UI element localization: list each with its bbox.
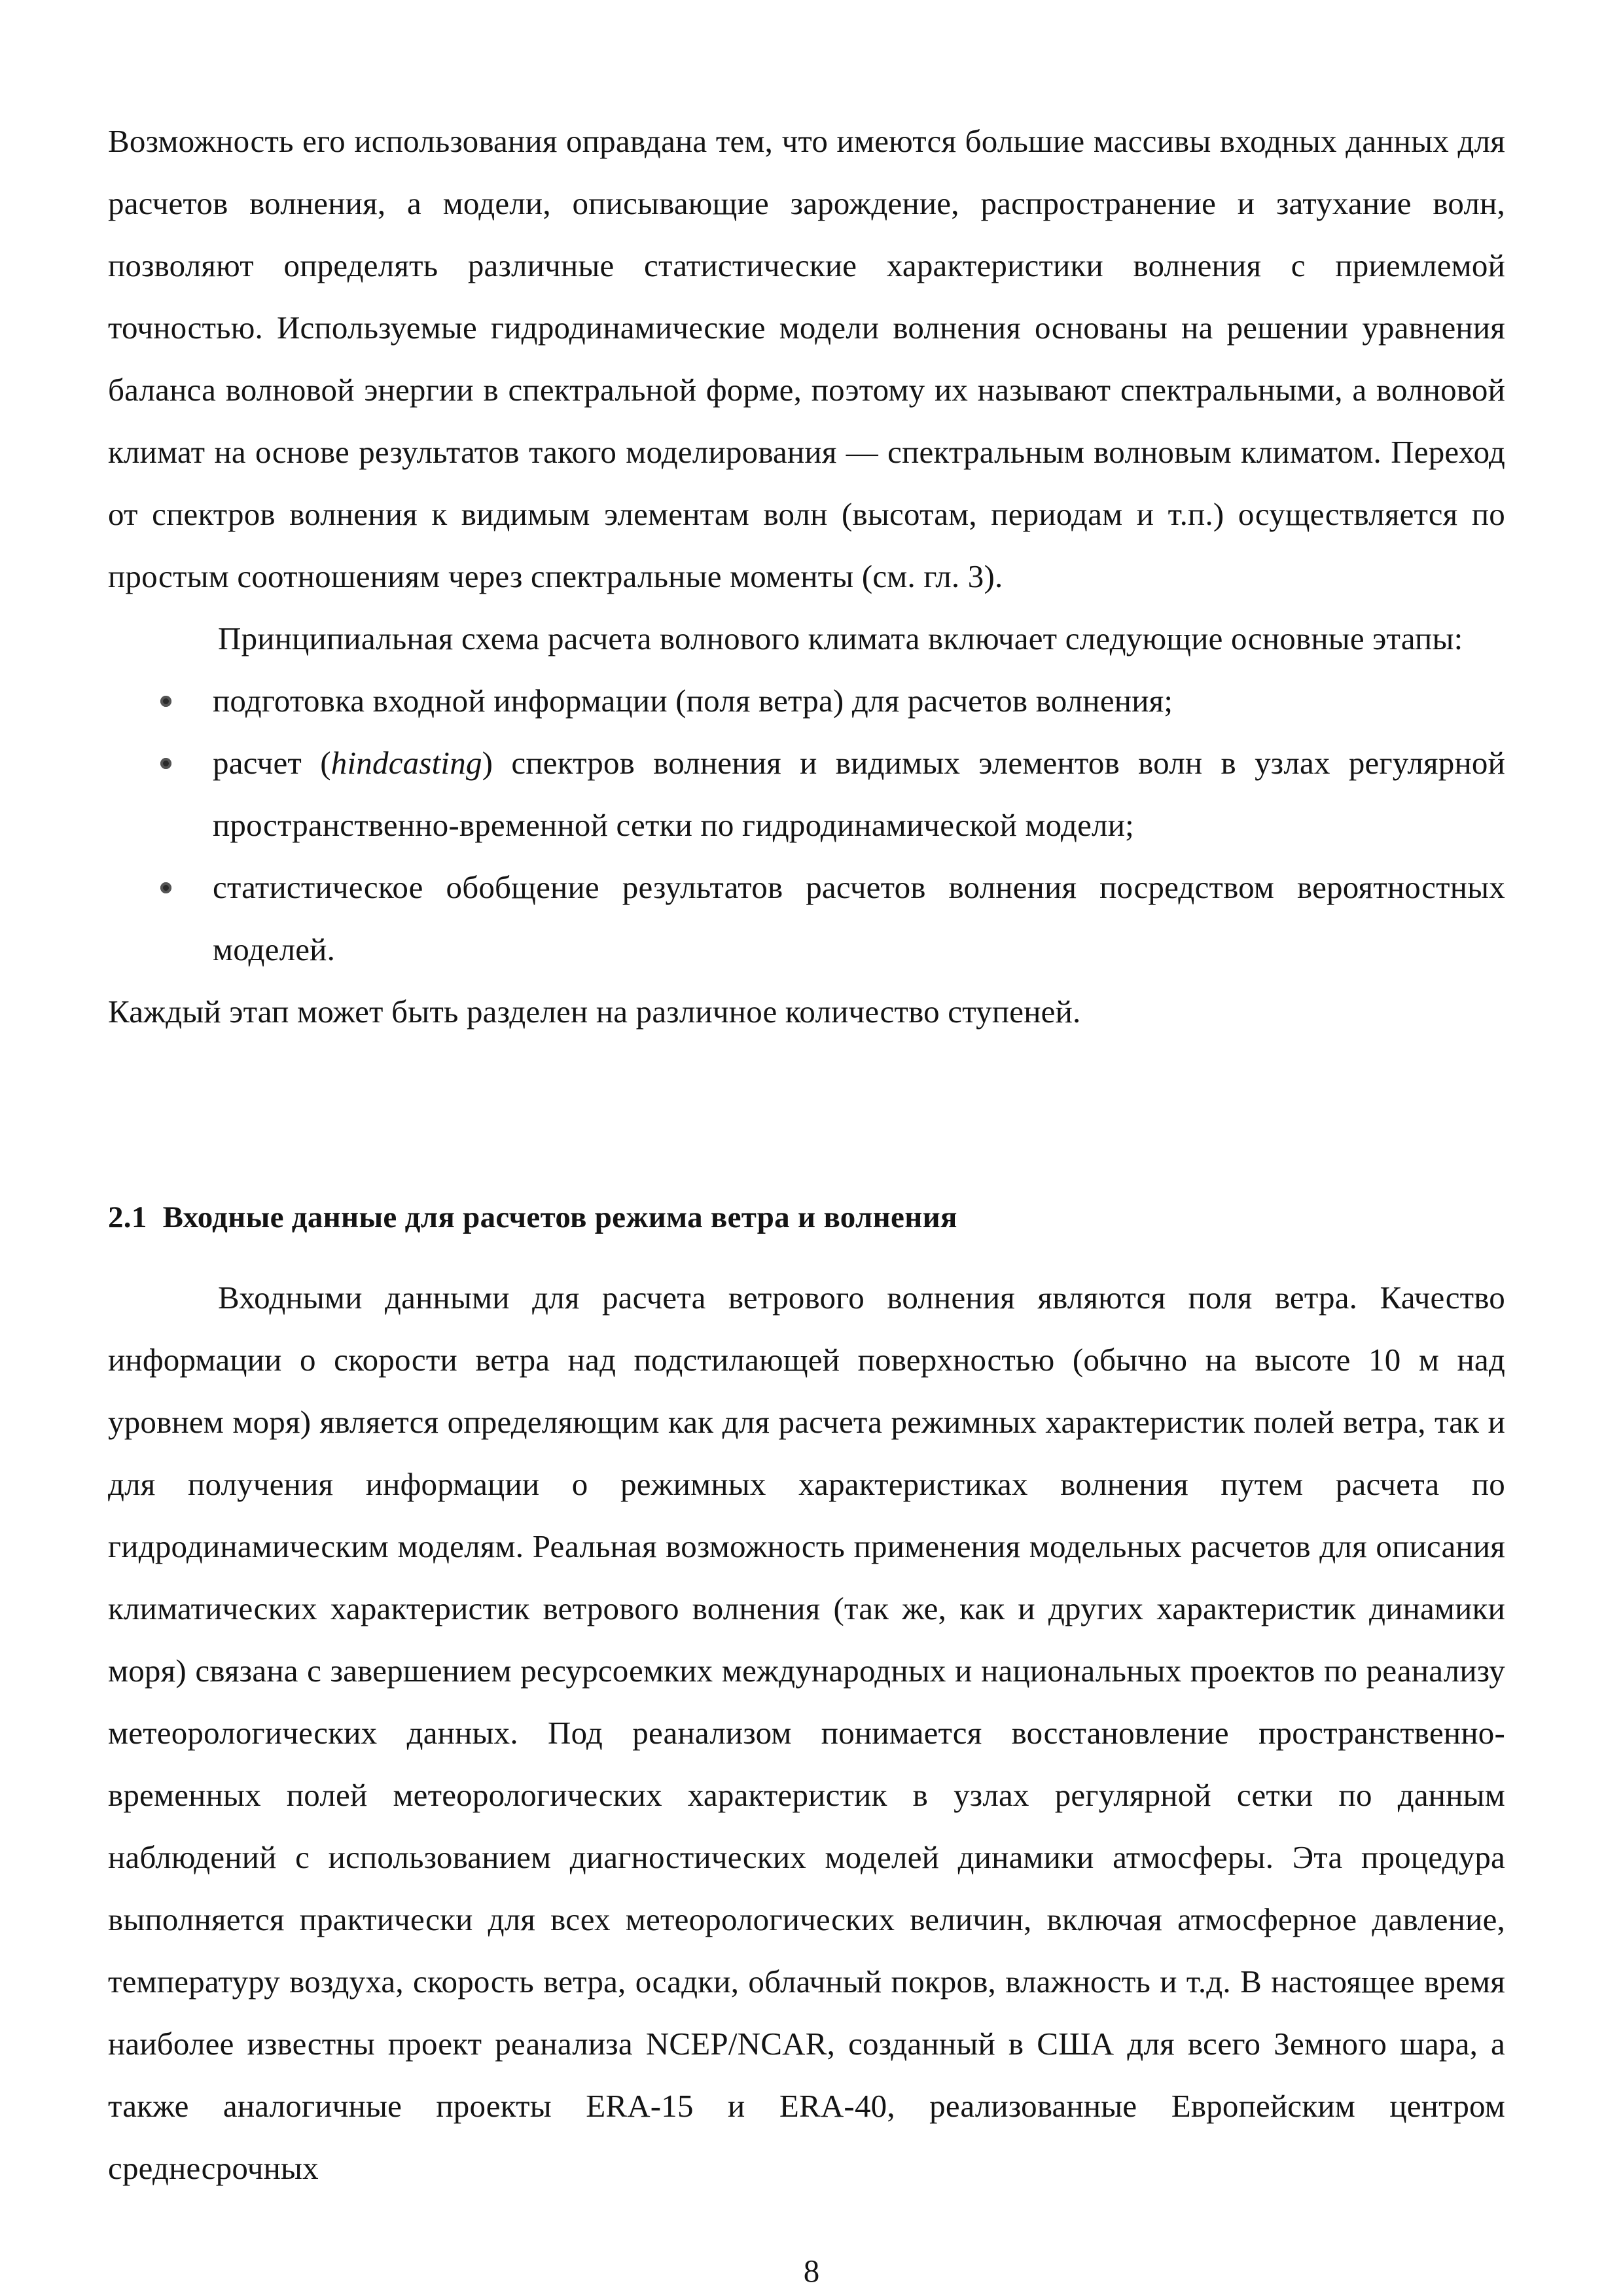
section-title: Входные данные для расчетов режима ветра и волнения bbox=[162, 1200, 957, 1234]
step-text: статистическое обобщение результатов расчетов волнения посредством вероятностных моделей. bbox=[213, 869, 1505, 967]
bullet-icon bbox=[160, 696, 171, 707]
intro-paragraph: Возможность его использования оправдана тем, что имеются большие массивы входных данных для расчетов волнения, а модели, описывающие зарождение, распространение и затухание волн, позволяют определять различные статистические характеристики волнения с приемлемой точностью. Используемые гидродинамические модели волнения основаны на решении уравнения баланса волновой энергии в спектральной форме, поэтому их называют спектральными, а волновой климат на основе результатов такого моделирования — спектральным волновым климатом. Переход от спектров волнения к видимым элементам волн (высотам, периодам и т.п.) осуществляется по простым соотношениям через спектральные моменты (см. гл. 3). bbox=[108, 123, 1505, 594]
page-number: 8 bbox=[803, 2253, 820, 2289]
steps-list bbox=[108, 670, 1505, 980]
section-heading bbox=[108, 1191, 957, 1244]
step-text-before: расчет ( bbox=[213, 745, 331, 781]
steps-note: Каждый этап может быть разделен на различное количество ступеней. bbox=[108, 994, 1081, 1030]
step-text-after: ) спектров волнения и видимых элементов волн в узлах регулярной пространственно-временной сетки по гидродинамической модели; bbox=[213, 745, 1505, 843]
section-paragraph: Входными данными для расчета ветрового волнения являются поля ветра. Качество информации о скорости ветра над подстилающей поверхностью (обычно на высоте 10 м над уровнем моря) является определяющим как для расчета режимных характеристик полей ветра, так и для получения информации о режимных характеристиках волнения путем расчета по гидродинамическим моделям. Реальная возможность применения модельных расчетов для описания климатических характеристик ветрового волнения (так же, как и других характеристик динамики моря) связана с завершением ресурсоемких международных и национальных проектов по реанализу метеорологических данных. Под реанализом понимается восстановление пространственно-временных полей метеорологических характеристик в узлах регулярной сетки по данным наблюдений с использованием диагностических моделей динамики атмосферы. Эта процедура выполняется практически для всех метеорологических величин, включая атмосферное давление, температуру воздуха, скорость ветра, осадки, облачный покров, влажность и т.д. В настоящее время наиболее известны проект реанализа NCEP/NCAR, созданный в США для всего Земного шара, а также аналогичные проекты ERA-15 и ERA-40, реализованные Европейским центром среднесрочных bbox=[108, 1280, 1505, 2186]
step-text: подготовка входной информации (поля ветра) для расчетов волнения; bbox=[213, 683, 1173, 719]
step-italic-term: hindcasting bbox=[330, 745, 482, 781]
section-number: 2.1 bbox=[108, 1200, 147, 1234]
list-item bbox=[108, 670, 1505, 732]
bullet-icon bbox=[160, 882, 171, 893]
bullet-icon bbox=[160, 758, 171, 769]
top-text-block bbox=[108, 110, 1505, 1043]
list-item bbox=[108, 856, 1505, 980]
scheme-intro-paragraph: Принципиальная схема расчета волнового климата включает следующие основные этапы: bbox=[218, 620, 1463, 656]
list-item bbox=[108, 732, 1505, 856]
section-text-block bbox=[108, 1266, 1505, 2199]
